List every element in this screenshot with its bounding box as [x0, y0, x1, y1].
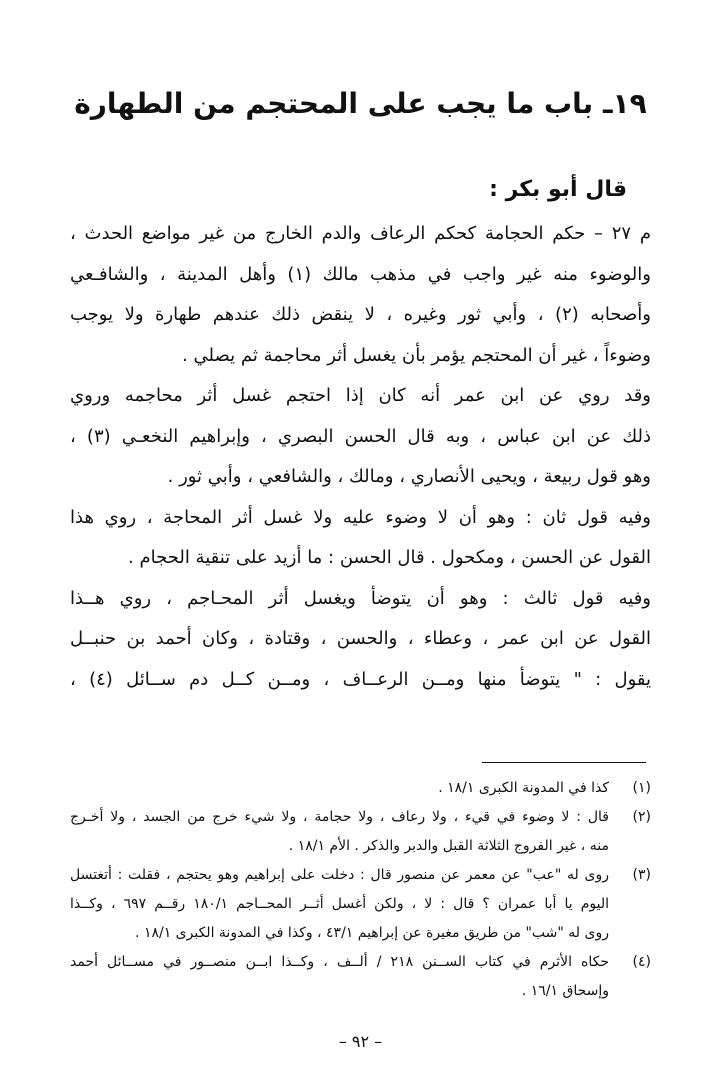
- body-line: وفيه قول ثالث : وهو أن يتوضأ ويغسل أثر المحـاجم ، روي هــذا: [70, 587, 651, 609]
- footnote-line: حكاه الأثرم في كتاب الســنن ٢١٨ / ألــف ، وكــذا ابــن منصــور في مســائل أحمد: [70, 954, 609, 970]
- footnote-number: (٣): [632, 867, 651, 883]
- footnote-line: اليوم يا أبا عمران ؟ قال : لا ، ولكن أغسل أثــر المحــاجم ١٨٠/١ رقــم ٦٩٧ ، وكــذا: [70, 896, 609, 912]
- footnote-line: منه ، غير الفروج الثلاثة القبل والدبر والذكر . الأم ١٨/١ .: [288, 838, 609, 854]
- footnote-line: قال : لا وضوء في قيء ، ولا رعاف ، ولا حجامة ، ولا شيء خرج من الجسد ، ولا أخـرج: [70, 809, 609, 825]
- footnote-separator: [482, 762, 646, 763]
- footnote: [70, 861, 651, 948]
- main-text: [70, 214, 651, 700]
- footnote: [70, 774, 651, 803]
- body-line: وهو قول ربيعة ، ويحيى الأنصاري ، ومالك ، والشافعي ، وأبي ثور .: [167, 466, 651, 487]
- body-line: وأصحابه (٢) ، وأبي ثور وغيره ، لا ينقض ذلك عندهم طهارة ولا يوجب: [70, 304, 651, 325]
- footnotes: [70, 774, 651, 1006]
- body-line: وقد روي عن ابن عمر أنه كان إذا احتجم غسل أثر محاجمه وروي: [70, 385, 651, 406]
- body-line: يقول : " يتوضأ منها ومــن الرعــاف ، ومــن كــل دم ســائل (٤) ،: [70, 668, 651, 690]
- footnote-line: وإسحاق ١٦/١ .: [521, 983, 609, 999]
- footnote-number: (٢): [632, 809, 651, 825]
- footnote: [70, 803, 651, 861]
- footnote-line: روى له "عب" عن معمر عن منصور قال : دخلت على إبراهيم وهو يحتجم ، فقلت : أتغتسل: [70, 867, 609, 883]
- body-line: وفيه قول ثان : وهو أن لا وضوء عليه ولا غسل أثر المحاجة ، روي هذا: [70, 506, 651, 528]
- body-line: القول عن ابن عمر ، وعطاء ، والحسن ، وقتادة ، وكان أحمد بن حنبــل: [70, 628, 651, 649]
- footnote-line: روى له "شب" من طريق مغيرة عن إبراهيم ٤٣/١ ، وكذا في المدونة الكبرى ١٨/١ .: [135, 925, 609, 941]
- body-line: والوضوء منه غير واجب في مذهب مالك (١) وأهل المدينة ، والشافـعي: [70, 263, 651, 285]
- page-number: – ٩٢ –: [338, 1032, 383, 1051]
- footnote-number: (١): [632, 780, 651, 796]
- footnote-line: كذا في المدونة الكبرى ١٨/١ .: [438, 780, 609, 796]
- footnote-number: (٤): [632, 954, 651, 970]
- speaker-heading: قال أبو بكر :: [489, 177, 627, 202]
- body-line: وضوءاً ، غير أن المحتجم يؤمر بأن يغسل أثر محاجمة ثم يصلي .: [182, 344, 651, 366]
- footnote: [70, 948, 651, 1006]
- body-line: م ٢٧ – حكم الحجامة كحكم الرعاف والدم الخارج من غير مواضع الحدث ،: [70, 223, 651, 244]
- body-line: ذلك عن ابن عباس ، وبه قال الحسن البصري ، وإبراهيم النخعـي (٣) ،: [70, 425, 651, 447]
- body-line: القول عن الحسن ، ومكحول . قال الحسن : ما أزيد على تنقية الحجام .: [128, 547, 651, 568]
- page-title: ١٩ـ باب ما يجب على المحتجم من الطهارة: [74, 87, 647, 120]
